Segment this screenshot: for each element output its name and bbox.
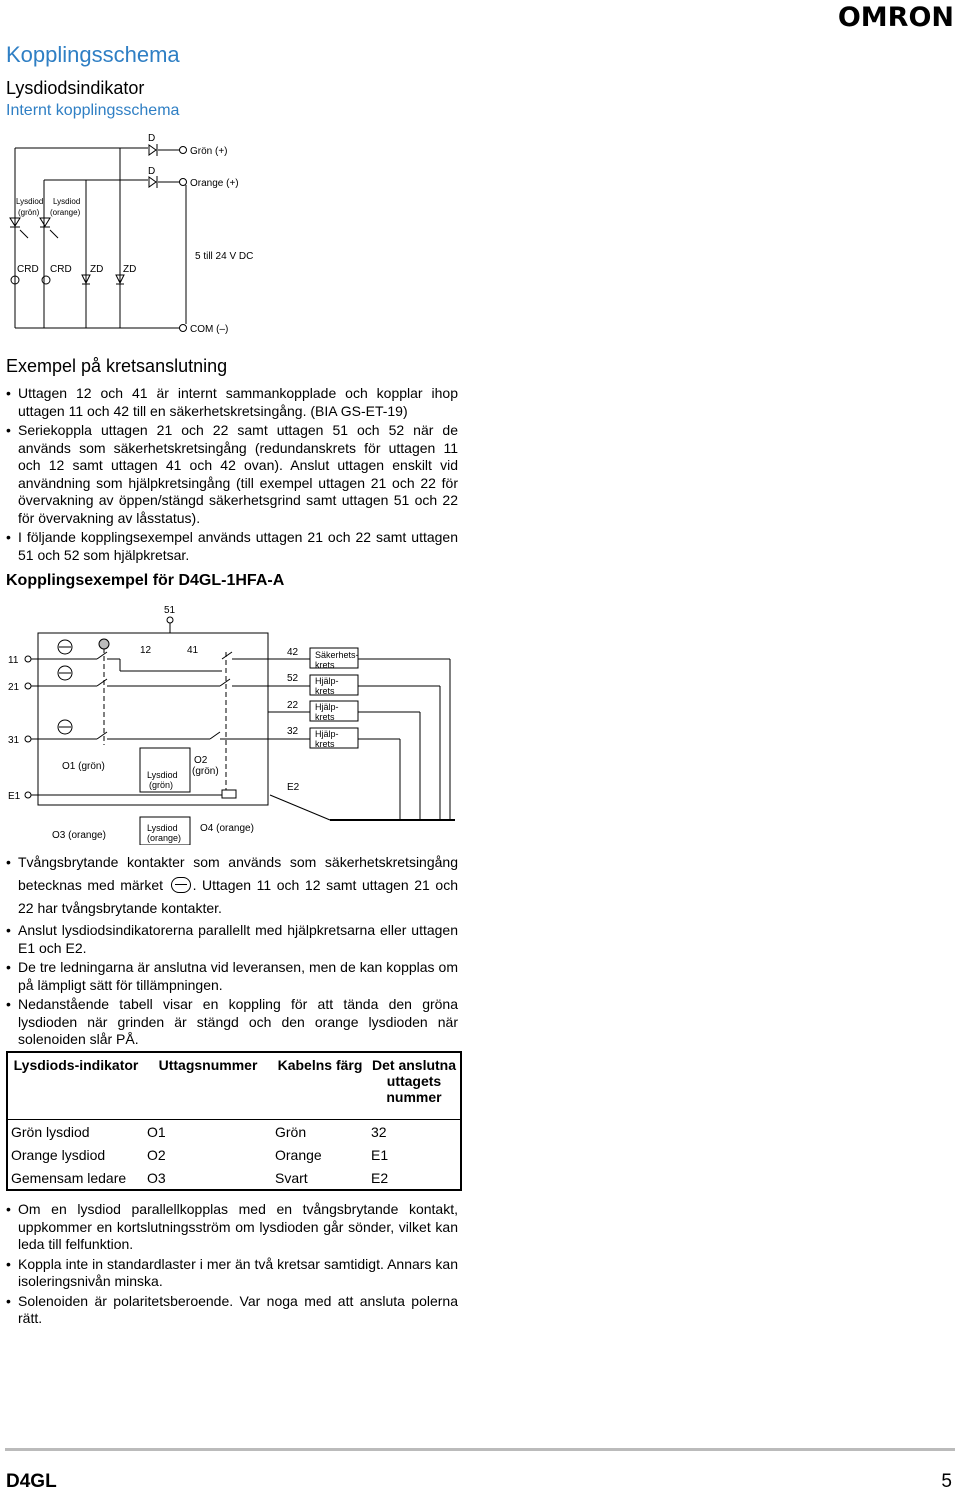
table-row [7, 1143, 461, 1166]
crd-label-2: CRD [50, 264, 72, 275]
bullet-list-1 [6, 385, 458, 566]
crd-label-1: CRD [17, 264, 39, 275]
o2-label-2: (grön) [192, 766, 219, 777]
table-header: Kabelns färg [277, 1057, 363, 1073]
led-orange-label: Lysdiod [53, 197, 81, 206]
list-item: • Uttagen 12 och 41 är internt sammankopplade och kopplar ihop uttagen 11 och 42 till en säkerhetskretsingång. (BIA GS-ET-19) [6, 385, 458, 420]
positive-opening-mark-icon [171, 877, 191, 893]
box-aux-label-2: krets [315, 686, 335, 696]
bullet-list-2 [6, 851, 458, 1051]
internal-circuit-diagram [0, 128, 300, 338]
terminal-32: 32 [287, 726, 299, 737]
orange-plus-label: Orange (+) [190, 178, 239, 189]
omron-logo: OMRON [837, 2, 954, 33]
list-item: • I följande kopplingsexempel används uttagen 21 och 22 samt uttagen 51 och 52 som hjälpkretsar. [6, 529, 458, 564]
terminal-e2: E2 [287, 782, 300, 793]
o1-label: O1 (grön) [62, 761, 105, 772]
list-item-text: Tvångsbrytande kontakter som används som säkerhetskretsingång betecknas med märket [18, 854, 458, 893]
com-label: COM (–) [190, 324, 229, 335]
wiring-example-diagram [0, 600, 460, 845]
table-header: Uttagsnummer [158, 1057, 258, 1073]
list-item-text-2: . Uttagen 11 och 12 samt uttagen 21 och 22 har tvångsbrytande kontakter. [18, 877, 458, 916]
led-wiring-table [6, 1051, 462, 1191]
terminal-52: 52 [287, 673, 299, 684]
table-cell: E2 [371, 1169, 389, 1186]
box-aux-label-2: krets [315, 739, 335, 749]
led-green-label-2: (grön) [18, 208, 40, 217]
table-cell: Gemensam ledare [11, 1169, 127, 1186]
terminal-12: 12 [140, 645, 152, 656]
zd-label-2: ZD [123, 264, 137, 275]
list-item: • Seriekoppla uttagen 21 och 22 samt uttagen 51 och 52 när de används som säkerhetskretsingång (redundanskrets för uttagen 11 och 12 samt uttagen 41 och 42 ovan). Anslut uttagen enskilt vid användning som hjälpkretsingång (till exempel uttagen 21 och 22 för övervakning av öppen/stängd säkerhetsgrind samt uttagen 51 och 22 för övervakning av låsstatus). [6, 422, 458, 527]
voltage-label: 5 till 24 V DC [195, 251, 254, 262]
example-heading: Exempel på kretsanslutning [6, 356, 228, 376]
zd-label-1: ZD [90, 264, 104, 275]
led-green-label-2: (grön) [149, 780, 174, 790]
terminal-21: 21 [8, 682, 20, 693]
terminal-31: 31 [8, 735, 20, 746]
table-cell: Orange [275, 1146, 322, 1163]
section-heading: Lysdiodsindikator [6, 78, 145, 98]
box-aux-label: Hjälp- [315, 729, 339, 739]
led-orange-label-2: (orange) [147, 833, 182, 843]
bullet-list-3 [6, 1201, 458, 1330]
o3-label: O3 (orange) [52, 830, 106, 841]
terminal-51: 51 [164, 605, 176, 616]
table-cell: O1 [144, 1120, 272, 1144]
list-item: • Om en lysdiod parallellkopplas med en tvångsbrytande kontakt, uppkommer en kortslutningsström om lysdioden går sönder, vilket kan leda till felfunktion. [6, 1201, 458, 1254]
page-number: 5 [941, 1471, 952, 1492]
table-row [7, 1120, 461, 1144]
diode-label-1: D [148, 133, 156, 144]
terminal-41: 41 [187, 645, 199, 656]
box-safety-label: Säkerhets- [315, 650, 359, 660]
subsection-heading: Internt kopplingsschema [6, 102, 180, 119]
wiring-example-heading: Kopplingsexempel för D4GL-1HFA-A [6, 572, 285, 589]
o4-label: O4 (orange) [200, 823, 254, 834]
box-aux-label: Hjälp- [315, 702, 339, 712]
o2-label: O2 [194, 755, 208, 766]
terminal-11: 11 [8, 655, 19, 666]
list-item: • De tre ledningarna är anslutna vid leveransen, men de kan kopplas om på lämpligt sätt för tillämpningen. [6, 959, 458, 994]
table-cell: Grön lysdiod [7, 1120, 144, 1144]
list-item: • Solenoiden är polaritetsberoende. Var noga med att ansluta polerna rätt. [6, 1293, 458, 1328]
table-cell: Orange lysdiod [11, 1146, 106, 1163]
terminal-22: 22 [287, 700, 299, 711]
footer-model: D4GL [6, 1471, 57, 1492]
page-title: Kopplingsschema [6, 42, 180, 67]
box-aux-label: Hjälp- [315, 676, 339, 686]
list-item: • Koppla inte in standardlaster i mer än två kretsar samtidigt. Annars kan isoleringsnivån minska. [6, 1256, 458, 1291]
table-header: Lysdiods-indikator [13, 1057, 139, 1073]
led-orange-label: Lysdiod [147, 823, 178, 833]
diode-label-2: D [148, 166, 156, 177]
green-plus-label: Grön (+) [190, 146, 228, 157]
list-item [6, 851, 458, 920]
table-cell: O2 [147, 1146, 166, 1163]
box-aux-label-2: krets [315, 712, 335, 722]
table-cell: E1 [371, 1146, 389, 1163]
led-green-label: Lysdiod [147, 770, 178, 780]
led-green-label: Lysdiod [16, 197, 44, 206]
table-header: Det anslutna uttagets nummer [372, 1057, 457, 1105]
list-item: • Anslut lysdiodsindikatorerna parallellt med hjälpkretsarna eller uttagen E1 och E2. [6, 922, 458, 957]
table-row [7, 1166, 461, 1190]
footer-divider [5, 1448, 955, 1451]
terminal-42: 42 [287, 647, 299, 658]
box-safety-label-2: krets [315, 660, 335, 670]
table-cell: Grön [272, 1120, 368, 1144]
table-cell: 32 [368, 1120, 461, 1144]
table-cell: O3 [147, 1169, 166, 1186]
terminal-e1: E1 [8, 791, 21, 802]
list-item: • Nedanstående tabell visar en koppling för att tända den gröna lysdioden när grinden är stängd och den orange lysdioden när solenoiden slår PÅ. [6, 996, 458, 1049]
table-cell: Svart [275, 1169, 308, 1186]
led-orange-label-2: (orange) [50, 208, 81, 217]
